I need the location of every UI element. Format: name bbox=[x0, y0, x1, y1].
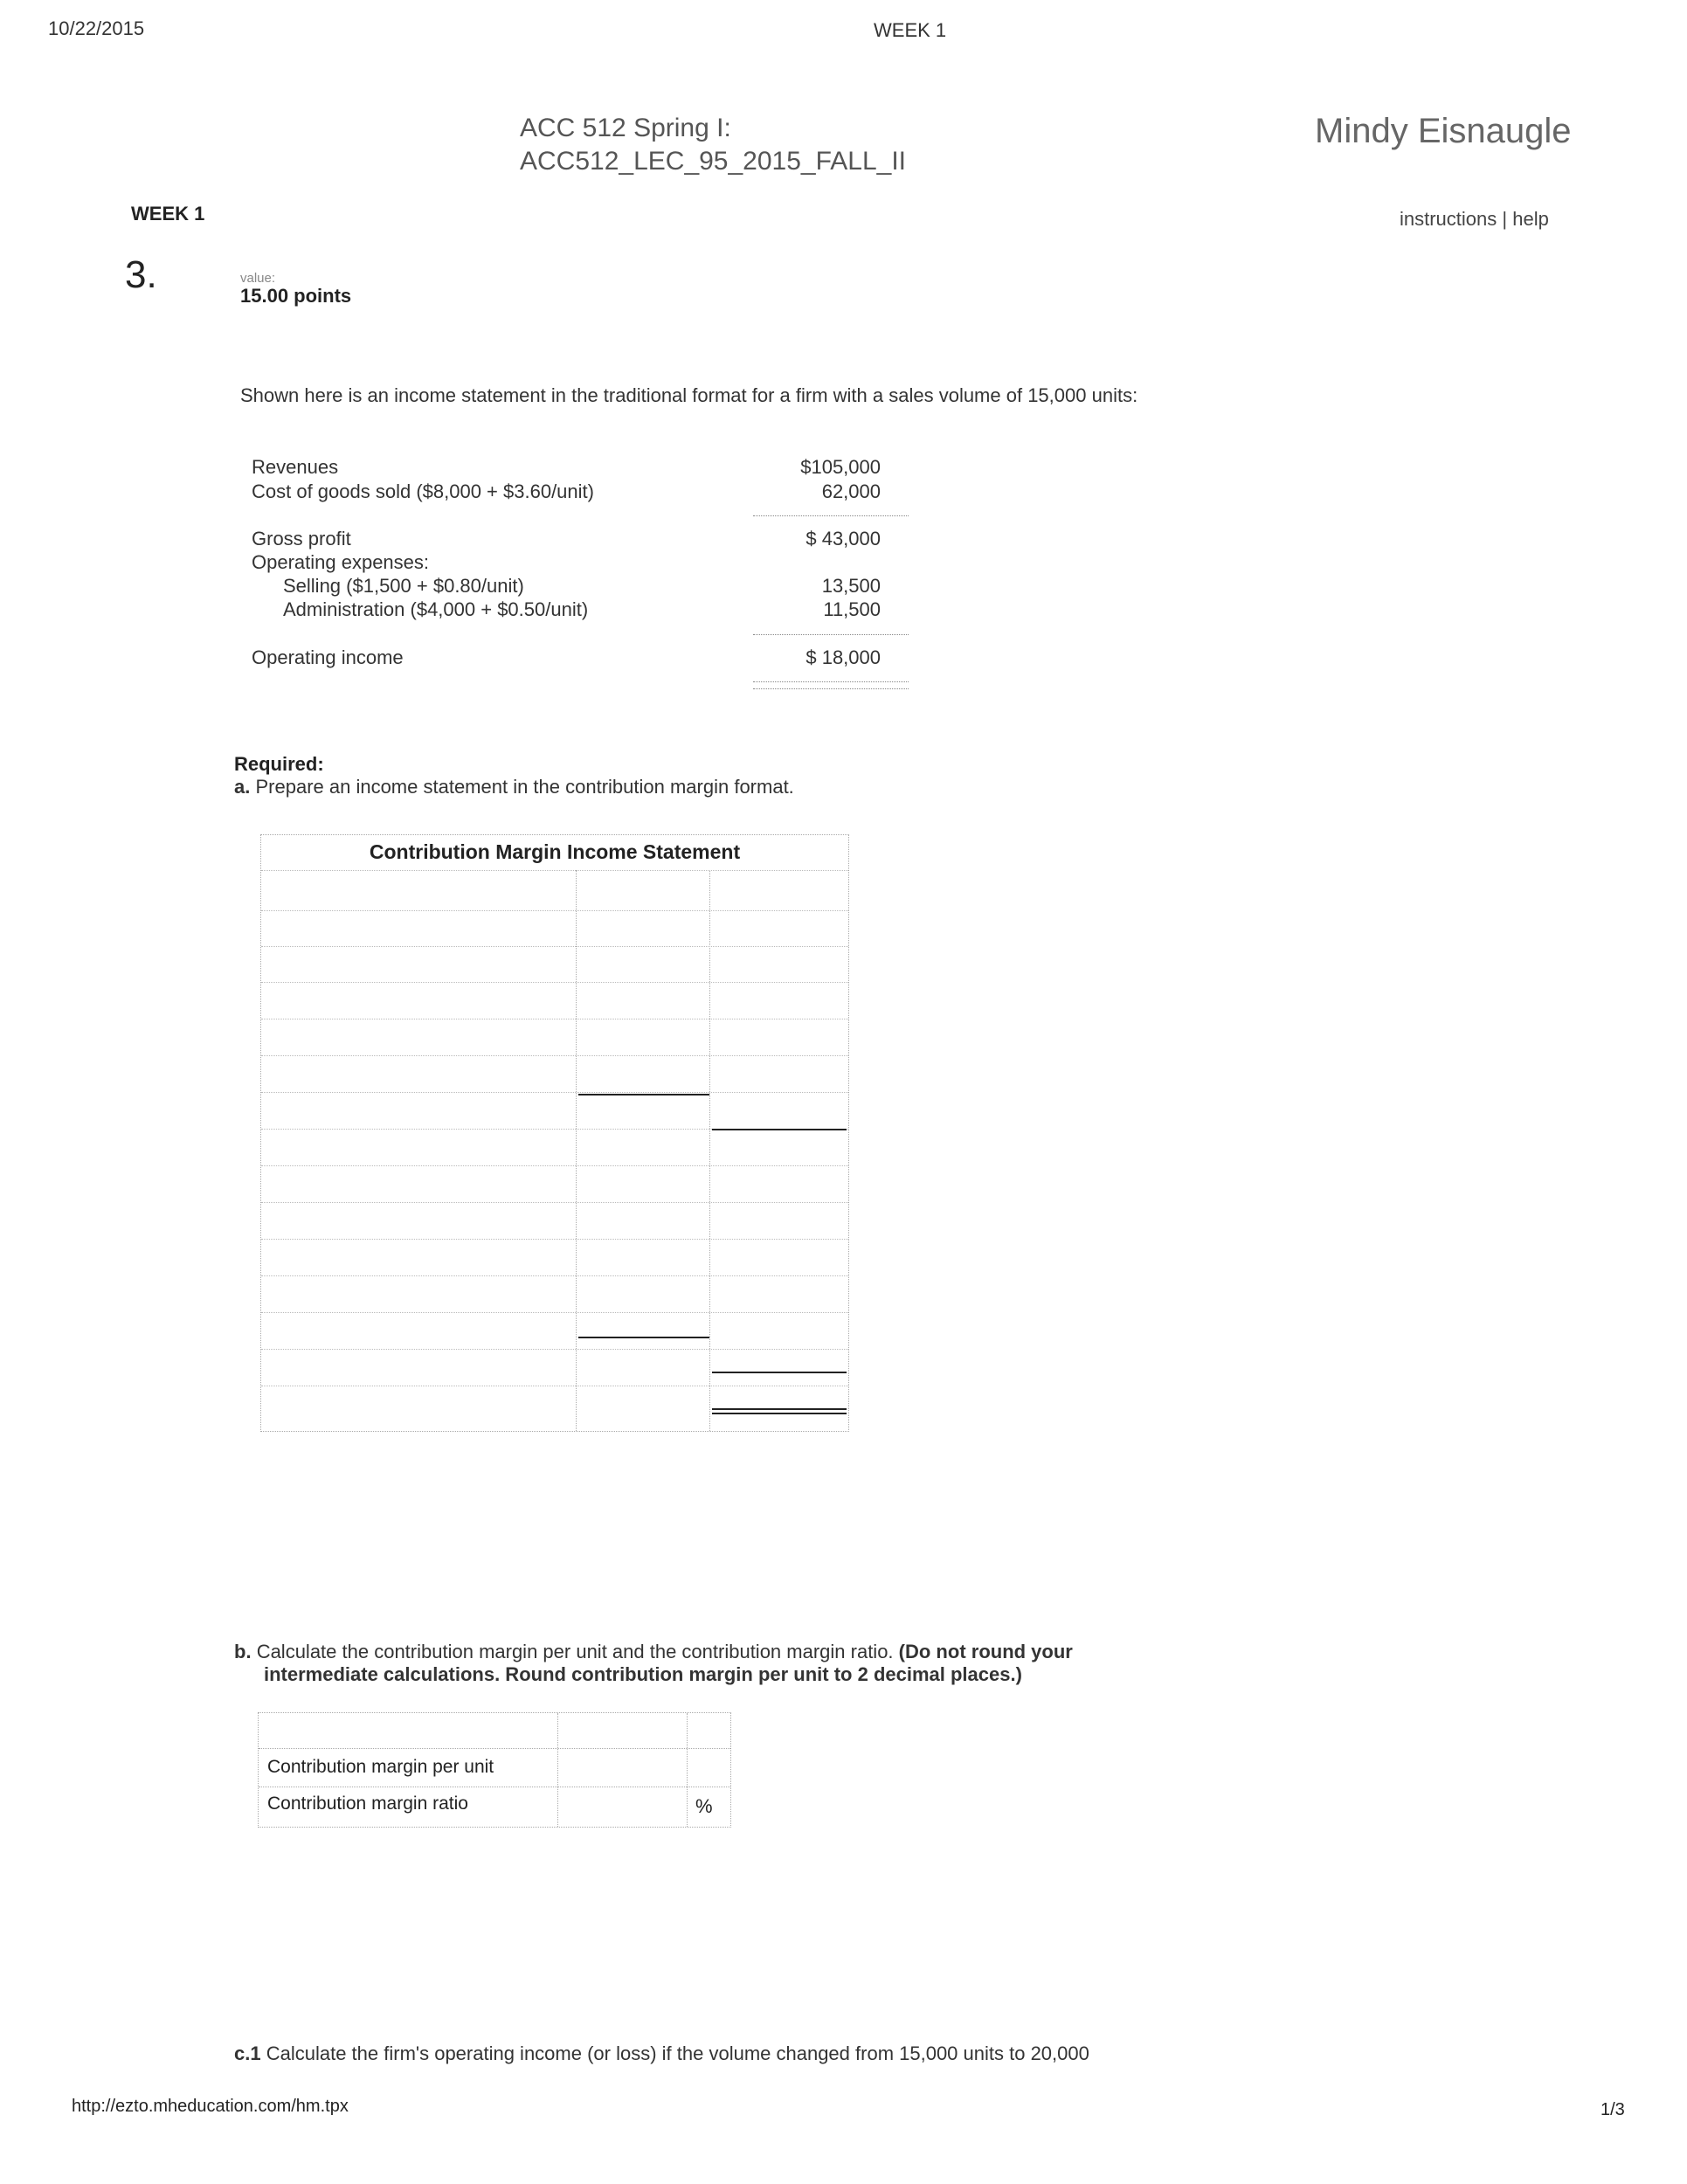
is-label: Operating expenses: bbox=[252, 551, 430, 573]
is-row-operating-income bbox=[252, 646, 881, 671]
cm-income-statement-table bbox=[260, 834, 849, 1432]
cm-row bbox=[261, 1092, 848, 1093]
cm-row bbox=[261, 1055, 848, 1056]
cm-row bbox=[261, 870, 848, 871]
cm-label-input[interactable] bbox=[266, 1393, 574, 1417]
cm-total-input[interactable] bbox=[715, 1356, 847, 1380]
b-column-divider bbox=[687, 1713, 688, 1827]
cm-ratio-input[interactable] bbox=[564, 1792, 668, 1820]
subtotal-underline bbox=[712, 1129, 847, 1130]
is-label: Selling ($1,500 + $0.80/unit) bbox=[283, 575, 524, 597]
cm-total-input[interactable] bbox=[715, 952, 847, 977]
cm-label-input[interactable] bbox=[266, 879, 574, 903]
subtotal-underline bbox=[712, 1372, 847, 1373]
total-double-underline bbox=[712, 1408, 847, 1414]
subtotal-underline bbox=[578, 1094, 709, 1095]
total-rule-top bbox=[753, 681, 909, 682]
is-label: Revenues bbox=[252, 456, 339, 478]
print-page-title: WEEK 1 bbox=[874, 19, 947, 41]
cm-label-input[interactable] bbox=[266, 1246, 574, 1270]
cm-amount-input[interactable] bbox=[581, 1172, 709, 1197]
cm-label-input[interactable] bbox=[266, 1209, 574, 1234]
is-label: Gross profit bbox=[252, 528, 351, 549]
help-links bbox=[1400, 208, 1549, 231]
is-value: 13,500 bbox=[821, 575, 881, 597]
subtotal-rule bbox=[753, 634, 909, 635]
cm-row bbox=[261, 1275, 848, 1276]
cm-per-unit-label: Contribution margin per unit bbox=[267, 1757, 494, 1777]
cm-row bbox=[261, 1312, 848, 1313]
cm-row bbox=[261, 1202, 848, 1203]
cm-row bbox=[261, 1165, 848, 1166]
is-value: 62,000 bbox=[821, 480, 881, 502]
cm-row bbox=[261, 1239, 848, 1240]
cm-table-title: Contribution Margin Income Statement bbox=[369, 840, 741, 863]
is-value: $ 43,000 bbox=[805, 528, 881, 549]
cm-amount-input[interactable] bbox=[581, 1026, 709, 1050]
cm-total-input[interactable] bbox=[715, 879, 847, 903]
user-name: Mindy Eisnaugle bbox=[1315, 112, 1572, 150]
subtotal-rule bbox=[753, 515, 909, 516]
part-c1-text: Calculate the firm's operating income (or loss) if the volume changed from 15,000 units to 20,000 bbox=[266, 2042, 1089, 2064]
is-row-gross-profit bbox=[252, 528, 881, 552]
question-intro: Shown here is an income statement in the traditional format for a firm with a sales volume of 15,000 units: bbox=[240, 384, 1138, 406]
part-c1-prompt bbox=[234, 2042, 1089, 2065]
cm-column-divider bbox=[576, 870, 577, 1431]
cm-total-input[interactable] bbox=[715, 916, 847, 940]
cm-per-unit-table bbox=[258, 1712, 731, 1828]
cm-amount-input[interactable] bbox=[581, 1209, 709, 1234]
print-footer-page: 1/3 bbox=[1601, 2100, 1625, 2119]
help-link[interactable]: help bbox=[1512, 208, 1549, 230]
b-column-divider bbox=[557, 1713, 558, 1827]
cm-row bbox=[261, 982, 848, 983]
is-value: $105,000 bbox=[800, 456, 881, 478]
is-label: Cost of goods sold ($8,000 + $3.60/unit) bbox=[252, 480, 594, 502]
part-b-text: Calculate the contribution margin per unit and the contribution margin ratio. bbox=[256, 1641, 894, 1662]
is-value: $ 18,000 bbox=[805, 646, 881, 668]
cm-label-input[interactable] bbox=[266, 1356, 574, 1380]
link-separator: | bbox=[1502, 208, 1508, 230]
part-a-prompt bbox=[234, 776, 794, 798]
cm-amount-input[interactable] bbox=[581, 879, 709, 903]
cm-row bbox=[261, 946, 848, 947]
is-row-cogs bbox=[252, 480, 881, 505]
cm-label-input[interactable] bbox=[266, 1099, 574, 1123]
cm-row bbox=[261, 910, 848, 911]
cm-amount-input[interactable] bbox=[581, 989, 709, 1013]
cm-label-input[interactable] bbox=[266, 952, 574, 977]
is-row-administration bbox=[252, 598, 881, 623]
cm-amount-input[interactable] bbox=[581, 1246, 709, 1270]
part-b-prompt-line2: intermediate calculations. Round contribution margin per unit to 2 decimal places.) bbox=[264, 1663, 1022, 1685]
course-title-line1: ACC 512 Spring I: bbox=[520, 114, 731, 142]
b-row-divider bbox=[259, 1748, 730, 1749]
part-b-marker: b. bbox=[234, 1641, 252, 1662]
part-a-text: Prepare an income statement in the contribution margin format. bbox=[255, 776, 794, 798]
question-points: 15.00 points bbox=[240, 285, 352, 307]
is-value: 11,500 bbox=[823, 598, 881, 620]
cm-label-input[interactable] bbox=[266, 916, 574, 940]
cm-total-input[interactable] bbox=[715, 1062, 847, 1087]
cm-ratio-label: Contribution margin ratio bbox=[267, 1794, 468, 1814]
cm-label-input[interactable] bbox=[266, 1136, 574, 1160]
required-heading: Required: bbox=[234, 753, 324, 775]
cm-label-input[interactable] bbox=[266, 1172, 574, 1197]
percent-sign: % bbox=[695, 1795, 713, 1817]
cm-label-input[interactable] bbox=[266, 1062, 574, 1087]
course-title-line2: ACC512_LEC_95_2015_FALL_II bbox=[520, 147, 907, 176]
part-c1-marker: c.1 bbox=[234, 2042, 261, 2064]
cm-label-input[interactable] bbox=[266, 1026, 574, 1050]
cm-row bbox=[261, 1349, 848, 1350]
question-number: 3. bbox=[125, 253, 157, 296]
print-footer-url: http://ezto.mheducation.com/hm.tpx bbox=[72, 2097, 349, 2116]
instructions-link[interactable]: instructions bbox=[1400, 208, 1497, 230]
is-row-revenues bbox=[252, 456, 881, 480]
is-row-operating-expenses bbox=[252, 551, 881, 576]
cm-total-input[interactable] bbox=[715, 1282, 847, 1307]
cm-column-divider bbox=[709, 870, 710, 1431]
section-label: WEEK 1 bbox=[131, 203, 205, 225]
total-rule-bottom bbox=[753, 688, 909, 689]
cm-amount-input[interactable] bbox=[581, 916, 709, 940]
is-row-selling bbox=[252, 575, 881, 599]
value-label: value: bbox=[240, 271, 276, 286]
is-label: Administration ($4,000 + $0.50/unit) bbox=[283, 598, 589, 620]
subtotal-underline bbox=[578, 1337, 709, 1338]
cm-per-unit-input[interactable] bbox=[564, 1755, 668, 1783]
cm-label-input[interactable] bbox=[266, 989, 574, 1013]
cm-total-input[interactable] bbox=[715, 1099, 847, 1123]
cm-label-input[interactable] bbox=[266, 1282, 574, 1307]
print-date: 10/22/2015 bbox=[48, 17, 145, 39]
is-label: Operating income bbox=[252, 646, 404, 668]
part-b-note: (Do not round your bbox=[898, 1641, 1073, 1662]
cm-amount-input[interactable] bbox=[581, 952, 709, 977]
course-title bbox=[520, 112, 906, 178]
part-b-prompt-line1 bbox=[234, 1641, 1073, 1663]
part-a-marker: a. bbox=[234, 776, 251, 798]
